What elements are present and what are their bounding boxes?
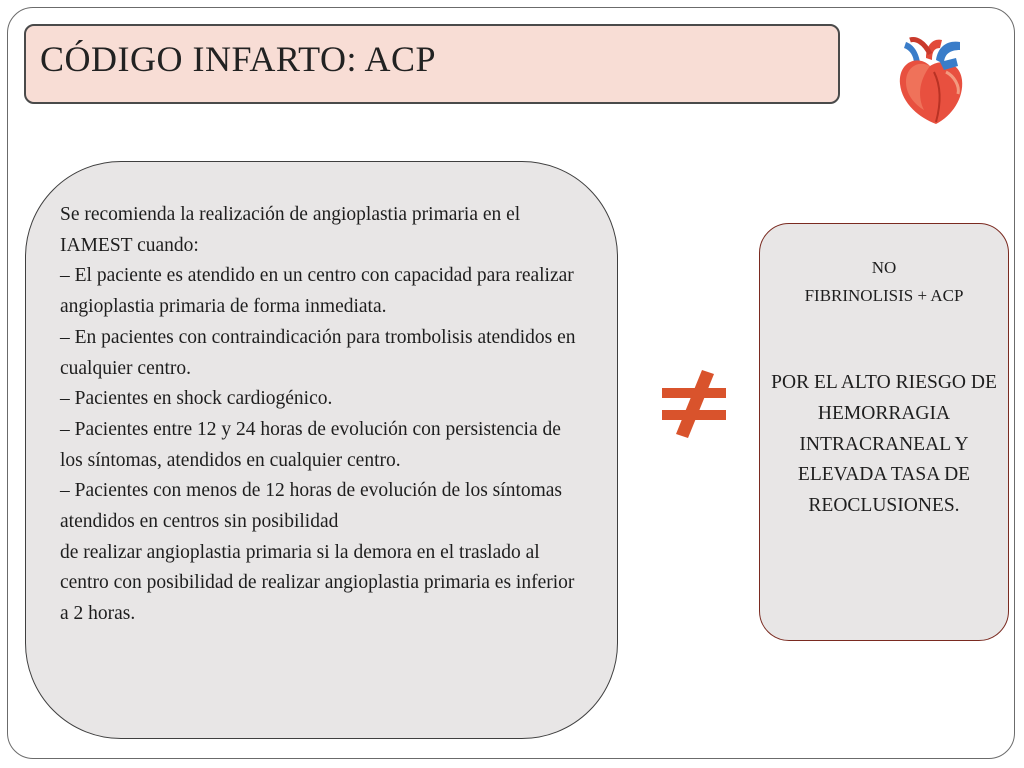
heart-anatomical-icon — [890, 32, 970, 128]
recommendation-intro: Se recomienda la realización de angioplastia primaria en el IAMEST cuando: — [60, 204, 521, 256]
not-equal-icon — [658, 368, 730, 440]
contrast-heading-line2: FIBRINOLISIS + ACP — [804, 286, 964, 305]
contrast-heading — [760, 254, 1008, 310]
recommendation-item: – En pacientes con contraindicación para trombolisis atendidos en cualquier centro. — [60, 326, 576, 379]
recommendation-item-continued: de realizar angioplastia primaria si la demora en el traslado al centro con posibilidad de realizar angioplastia primaria es inferior a 2 horas. — [60, 541, 575, 625]
recommendations-text — [60, 200, 580, 630]
slide-frame — [7, 7, 1015, 759]
recommendation-item: – Pacientes en shock cardiogénico. — [60, 388, 333, 410]
contrast-panel — [759, 223, 1009, 641]
recommendation-item: – El paciente es atendido en un centro con capacidad para realizar angioplastia primaria de forma inmediata. — [60, 265, 574, 318]
title-banner — [24, 24, 840, 104]
recommendation-item: – Pacientes entre 12 y 24 horas de evolución con persistencia de los síntomas, atendidos en cualquier centro. — [60, 418, 561, 471]
contrast-body: POR EL ALTO RIESGO DE HEMORRAGIA INTRACRANEAL Y ELEVADA TASA DE REOCLUSIONES. — [771, 372, 997, 517]
recommendation-item: – Pacientes con menos de 12 horas de evolución de los síntomas atendidos en centros sin posibilidad — [60, 480, 563, 533]
contrast-heading-line1: NO — [871, 258, 897, 277]
recommendations-panel — [25, 161, 618, 739]
slide-title: CÓDIGO INFARTO: ACP — [40, 39, 437, 79]
